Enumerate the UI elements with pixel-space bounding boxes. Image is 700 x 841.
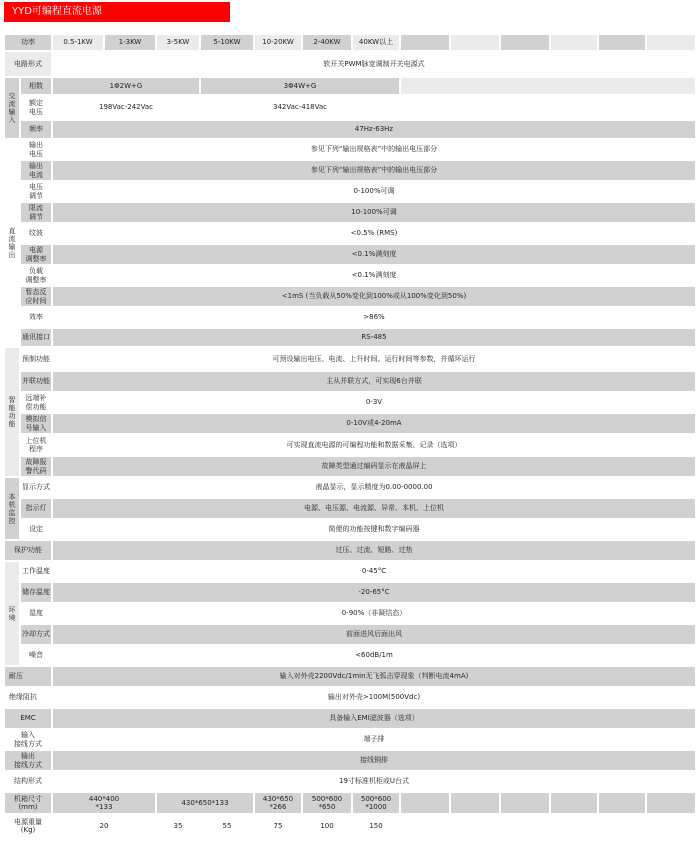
weight-blank <box>400 814 696 838</box>
header-spacer <box>400 34 450 51</box>
monitor-row-value: 简便的功能按键和数字编码器 <box>52 519 696 540</box>
misc-row-label: 输入 接线方式 <box>4 729 52 750</box>
ac-phase-label: 相数 <box>20 77 52 95</box>
header-spacer <box>500 34 550 51</box>
misc-row-value: 端子排 <box>52 729 696 750</box>
group-dc-output: 直流输出 <box>4 139 20 347</box>
env-row-label: 噪音 <box>20 645 52 666</box>
dc-row-label: 负载 调整率 <box>20 265 52 286</box>
monitor-row-label: 设定 <box>20 519 52 540</box>
monitor-row-value: 液晶显示，显示精度为0.00-0000.00 <box>52 477 696 498</box>
misc-row-label: 结构形式 <box>4 771 52 792</box>
smart-row-label: 远端补 偿功能 <box>20 392 52 413</box>
smart-row-label: 故障报 警代码 <box>20 456 52 477</box>
size-value: 430*650*133 <box>156 792 254 814</box>
smart-row-label: 模拟信 号输入 <box>20 413 52 434</box>
smart-row-value: 0-3V <box>52 392 696 413</box>
header-spacer <box>646 34 696 51</box>
header-spacer <box>450 34 500 51</box>
dc-row-value: 参见下列“输出规格表”中的输出电压部分 <box>52 160 696 181</box>
smart-row-value: 可预设输出电压、电流、上升时间、运行时间等参数，并循环运行 <box>52 347 696 371</box>
monitor-row-label: 指示灯 <box>20 498 52 519</box>
dc-row-label: 电源 调整率 <box>20 244 52 265</box>
monitor-row-label: 显示方式 <box>20 477 52 498</box>
misc-row-value: 输出对外壳>100M(500Vdc) <box>52 687 696 708</box>
ac-voltage-1: 198Vac-242Vac <box>52 95 200 120</box>
header-label: 功率 <box>4 34 52 51</box>
circuit-value: 软开关PWM脉宽调制开关电源式 <box>52 51 696 77</box>
smart-row-value: 主从并联方式，可实现6台并联 <box>52 371 696 392</box>
protection-value: 过压、过流、短路、过热 <box>52 540 696 561</box>
header-col: 5-10KW <box>200 34 254 51</box>
smart-row-label: 并联功能 <box>20 371 52 392</box>
smart-row-value: 0-10V或4-20mA <box>52 413 696 434</box>
size-label: 机箱尺寸 (mm) <box>4 792 52 814</box>
header-spacer <box>550 34 598 51</box>
misc-row-value: 19寸标准机柜或U台式 <box>52 771 696 792</box>
env-row-label: 储存温度 <box>20 582 52 603</box>
header-col: 2-40KW <box>302 34 352 51</box>
env-row-label: 湿度 <box>20 603 52 624</box>
protection-label: 保护功能 <box>4 540 52 561</box>
dc-row-value: RS-485 <box>52 328 696 347</box>
size-value: 440*400 *133 <box>52 792 156 814</box>
env-row-value: <60dB/1m <box>52 645 696 666</box>
dc-row-label: 效率 <box>20 307 52 328</box>
header-col: 0.5-1KW <box>52 34 104 51</box>
weight-value: 20 <box>52 814 156 838</box>
weight-value: 150 <box>352 814 400 838</box>
header-col: 40KW以上 <box>352 34 400 51</box>
smart-row-label: 上位机 程序 <box>20 434 52 456</box>
dc-row-value: <0.1%满刻度 <box>52 244 696 265</box>
size-value: 500*600 *650 <box>302 792 352 814</box>
env-row-value: 0-90%（非凝结态） <box>52 603 696 624</box>
group-monitor: 本机监控 <box>4 477 20 540</box>
spec-table <box>4 0 696 841</box>
size-value: 430*650 *266 <box>254 792 302 814</box>
dc-row-label: 电压 调节 <box>20 181 52 202</box>
dc-row-value: <1mS (当负载从50%变化到100%或从100%变化到50%) <box>52 286 696 307</box>
ac-voltage-3: 342Vac-418Vac <box>200 95 400 120</box>
size-blank <box>450 792 500 814</box>
misc-row-label: 绝缘阻抗 <box>4 687 52 708</box>
dc-row-label: 暂态反 应时间 <box>20 286 52 307</box>
ac-phase-1: 1Φ2W+G <box>52 77 200 95</box>
header-col: 1-3KW <box>104 34 156 51</box>
dc-row-value: <0.1%满刻度 <box>52 265 696 286</box>
env-row-value: -20-65°C <box>52 582 696 603</box>
misc-row-value: 接线铜排 <box>52 750 696 771</box>
dc-row-label: 限流 调节 <box>20 202 52 223</box>
dc-row-value: 10-100%可调 <box>52 202 696 223</box>
smart-row-value: 故障类型通过编码显示在液晶屏上 <box>52 456 696 477</box>
size-blank <box>500 792 550 814</box>
misc-row-label: 耐压 <box>4 666 52 687</box>
dc-row-label: 输出 电流 <box>20 160 52 181</box>
dc-row-value: >86% <box>52 307 696 328</box>
size-blank <box>550 792 598 814</box>
dc-row-value: 0-100%可调 <box>52 181 696 202</box>
circuit-label: 电路形式 <box>4 51 52 77</box>
size-blank <box>400 792 450 814</box>
ac-freq-value: 47Hz-63Hz <box>52 120 696 139</box>
misc-row-label: 输出 接线方式 <box>4 750 52 771</box>
env-row-value: 前面进风后面出风 <box>52 624 696 645</box>
dc-row-label: 纹波 <box>20 223 52 244</box>
ac-voltage-label: 额定 电压 <box>20 95 52 120</box>
dc-row-value: 参见下列“输出规格表”中的输出电压部分 <box>52 139 696 160</box>
weight-value: 75 <box>254 814 302 838</box>
ac-freq-label: 频率 <box>20 120 52 139</box>
weight-value: 100 <box>302 814 352 838</box>
smart-row-label: 预制功能 <box>20 347 52 371</box>
page-title: YYD可编程直流电源 <box>4 2 230 22</box>
header-spacer <box>598 34 646 51</box>
env-row-label: 冷却方式 <box>20 624 52 645</box>
group-smart: 智能功能 <box>4 347 20 477</box>
misc-row-value: 具备输入EMI滤波器（选项） <box>52 708 696 729</box>
weight-value: 35 <box>156 814 200 838</box>
ac-phase-blank <box>400 77 696 95</box>
misc-row-label: EMC <box>4 708 52 729</box>
size-value: 500*600 *1000 <box>352 792 400 814</box>
ac-phase-3: 3Φ4W+G <box>200 77 400 95</box>
dc-row-label: 通讯接口 <box>20 328 52 347</box>
size-blank <box>646 792 696 814</box>
header-col: 10-20KW <box>254 34 302 51</box>
size-blank <box>598 792 646 814</box>
misc-row-value: 输入对外壳2200Vdc/1min无飞弧击穿现象（判断电流4mA) <box>52 666 696 687</box>
weight-label: 电源重量 (Kg) <box>4 814 52 838</box>
smart-row-value: 可实现直流电源的可编程功能和数据采集、记录（选项） <box>52 434 696 456</box>
group-environment: 环境 <box>4 561 20 666</box>
env-row-label: 工作温度 <box>20 561 52 582</box>
dc-row-value: <0.5% (RMS) <box>52 223 696 244</box>
env-row-value: 0-45°C <box>52 561 696 582</box>
dc-row-label: 输出 电压 <box>20 139 52 160</box>
monitor-row-value: 电源、电压源、电流源、异常、本机、上位机 <box>52 498 696 519</box>
header-col: 3-5KW <box>156 34 200 51</box>
ac-voltage-blank <box>400 95 696 120</box>
weight-value: 55 <box>200 814 254 838</box>
group-ac-input: 交流输入 <box>4 77 20 139</box>
